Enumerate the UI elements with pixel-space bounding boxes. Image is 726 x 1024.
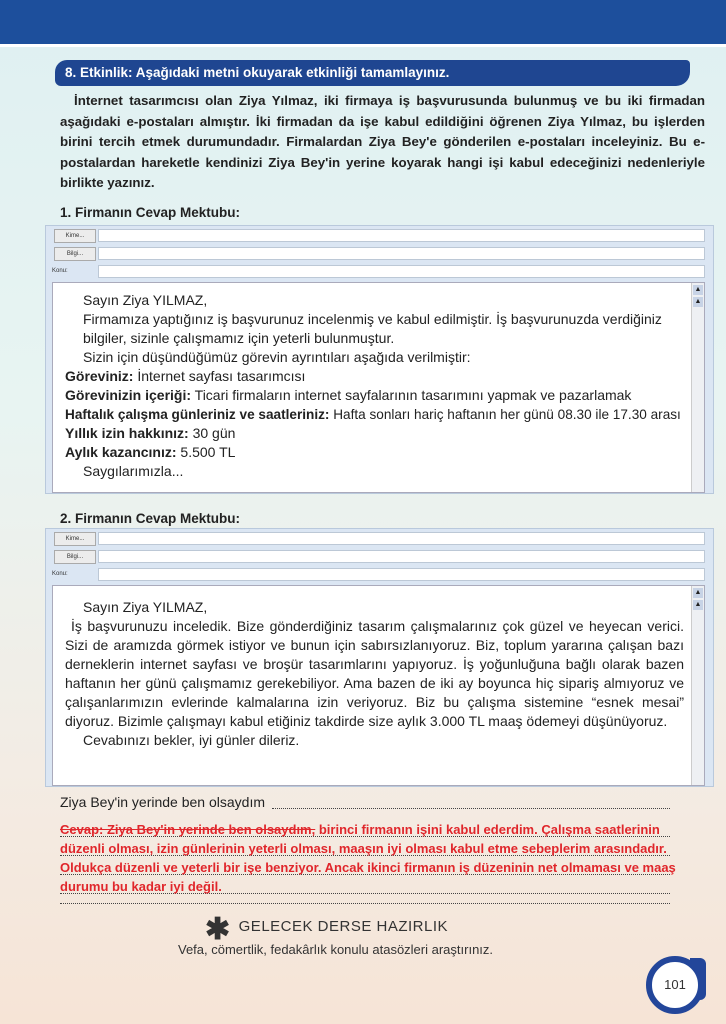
subject-field[interactable]	[98, 265, 705, 278]
asterisk-icon: ✱	[205, 913, 231, 946]
closing: Saygılarımızla...	[83, 463, 184, 479]
paragraph: Firmamıza yaptığınız iş başvurunuz incelenmiş ve kabul edilmiştir. İş başvurunuzda verdiğiniz bilgiler, sizinle çalışmamız için yeterli bulunmuştur.	[83, 311, 662, 346]
activity-title: 8. Etkinlik: Aşağıdaki metni okuyarak etkinliği tamamlayınız.	[55, 60, 690, 86]
cc-button[interactable]: Bilgi...	[54, 247, 96, 261]
subject-label: Konu:	[52, 268, 68, 274]
greeting: Sayın Ziya YILMAZ,	[83, 599, 208, 615]
letter1-heading: 1. Firmanın Cevap Mektubu:	[60, 205, 241, 220]
detail-row: Göreviniz: İnternet sayfası tasarımcısı	[65, 368, 306, 384]
cc-field[interactable]	[98, 247, 705, 260]
to-field[interactable]	[98, 532, 705, 545]
subject-field[interactable]	[98, 568, 705, 581]
email-body-2[interactable]	[52, 585, 705, 786]
page-number: 101	[646, 956, 704, 1014]
letter2-heading: 2. Firmanın Cevap Mektubu:	[60, 511, 241, 526]
paragraph: Sizin için düşündüğümüz görevin ayrıntıları aşağıda verilmiştir:	[83, 349, 471, 365]
to-button[interactable]: Kime...	[54, 229, 96, 243]
activity-intro: İnternet tasarımcısı olan Ziya Yılmaz, iki firmaya iş başvurusunda bulunmuş ve bu iki firmadan aşağıdaki e-postaları almıştır. İki firmadan da işe kabul edildiğini öğrenen Ziya Yılmaz, bu işlerden birini tercih etmek durumundadır. Firmalardan Ziya Bey'e gönderilen e-postaları inceleyiniz. Bu e-postalardan hareketle kendinizi Ziya Bey'in yerine koyarak hangi işi kabul edeceğinizi nedenleriyle birlikte yazınız.	[60, 93, 705, 190]
email-window-1	[45, 225, 714, 494]
to-button[interactable]: Kime...	[54, 532, 96, 546]
answer-prompt: Ziya Bey'in yerinde ben olsaydım	[60, 794, 265, 810]
cc-button[interactable]: Bilgi...	[54, 550, 96, 564]
scrollbar[interactable]: ▲ ▲	[691, 586, 704, 785]
email-body-1[interactable]	[52, 282, 705, 493]
answer-text: Cevap: Ziya Bey'in yerinde ben olsaydım, birinci firmanın işini kabul ederdim. Çalışma saatlerinin düzenli olması, izin günlerinin yeterli olması, maaşın iyi olması kabul etme sebeplerim arasındadır. Oldukça düzenli ve yeterli bir işe benziyor. Ancak ikinci firmanın iş düzeninin net olmaması ve maaş durumu bu kadar iyi değil.	[60, 822, 676, 894]
detail-row: Haftalık çalışma günleriniz ve saatleriniz: Hafta sonları hariç haftanın her günü 08.30 ile 17.30 arası	[65, 407, 681, 422]
closing: Cevabınızı bekler, iyi günler dileriz.	[83, 732, 300, 748]
detail-row: Görevinizin içeriği: Ticari firmaların internet sayfalarının tasarımını yapmak ve pazarlamak	[65, 387, 632, 403]
detail-row: Aylık kazancınız: 5.500 TL	[65, 444, 236, 460]
to-field[interactable]	[98, 229, 705, 242]
greeting: Sayın Ziya YILMAZ,	[83, 292, 208, 308]
scrollbar[interactable]: ▲ ▲	[691, 283, 704, 492]
email-window-2	[45, 528, 714, 787]
paragraph: İş başvurunuzu inceledik. Bize gönderdiğiniz tasarım çalışmalarınız çok güzel ve heyecan verici. Sizi de aramızda görmek istiyor ve bunun için sabırsızlanıyoruz. Biz, toplum yararına çalışan bazı derneklerin internet sayfası ve broşür tasarımlarını yapıyoruz. İş yoğunluğuna bağlı olarak bazen haftanın her günü çalışmamız gerekebiliyor. Ama bazen de iki ay boyunca hiç sipariş almıyoruz ve çalışanlarımızın evlerinde kalmalarına izin veriyoruz. Biz bu çalışma sistemine “esnek mesai” diyoruz. Bizimle çalışmayı kabul etiğiniz takdirde size aylık 3.000 TL maaş ödemeyi düşünüyoruz.	[65, 618, 684, 729]
cc-field[interactable]	[98, 550, 705, 563]
next-lesson-title: ✱ GELECEK DERSE HAZIRLIK	[205, 913, 449, 946]
subject-label: Konu:	[52, 571, 68, 577]
top-bar	[0, 0, 726, 47]
detail-row: Yıllık izin hakkınız: 30 gün	[65, 425, 236, 441]
next-lesson-text: Vefa, cömertlik, fedakârlık konulu atasözleri araştırınız.	[178, 942, 494, 957]
